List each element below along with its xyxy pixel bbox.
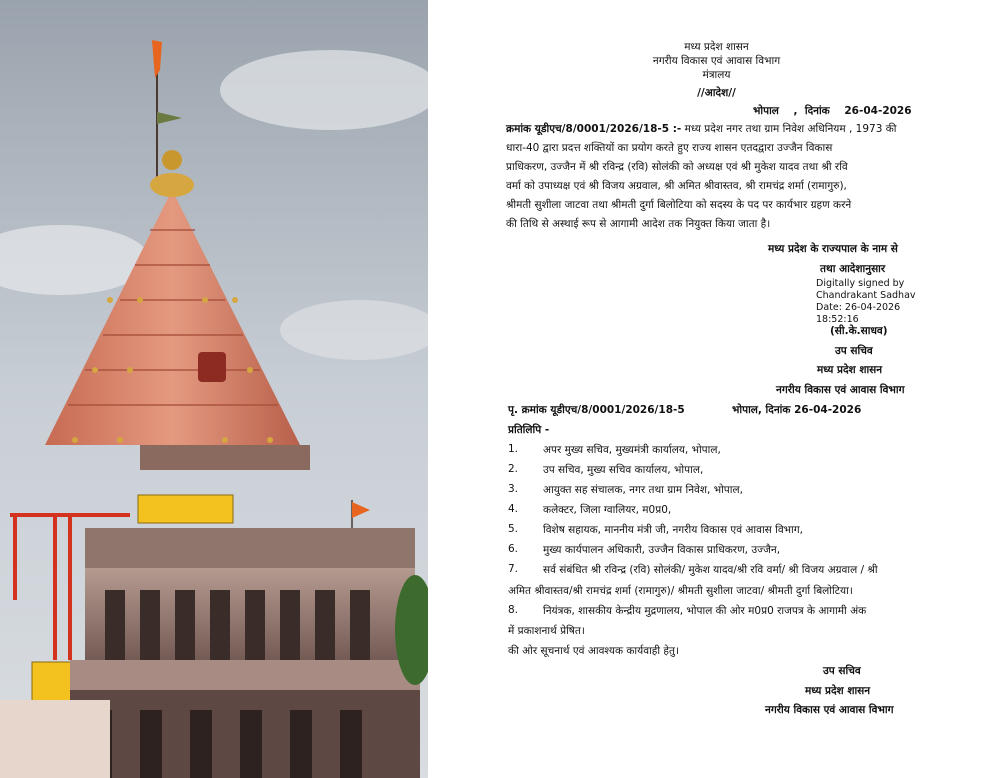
footer-designation: उप सचिव [823,665,861,677]
date-label: दिनांक [804,105,830,117]
copy-label: प्रतिलिपि - [508,424,550,436]
list-item-continuation: में प्रकाशनार्थ प्रेषित। [508,625,585,637]
endorsement-number: पृ. क्रमांक यूडीएच/8/0001/2026/18-5 [508,404,685,416]
footer-govt: मध्य प्रदेश शासन [805,685,871,697]
separator: , [793,105,798,117]
governor-line: मध्य प्रदेश के राज्यपाल के नाम से [768,243,898,255]
header-govt: मध्य प्रदेश शासन [684,41,749,53]
body-line: श्रीमती सुशीला जाटवा तथा श्रीमती दुर्गा बिलोटिया को सदस्य के पद पर कार्यभार ग्रहण करने [506,199,852,211]
list-item: सर्व संबंधित श्री रविन्द्र (रवि) सोलंकी/ मुकेश यादव/श्री रवि वर्मा/ श्री विजय अग्रवाल / श्री [543,564,878,576]
dept-name: नगरीय विकास एवं आवास विभाग [776,384,905,396]
body-line: प्राधिकरण, उज्जैन में श्री रविन्द्र (रवि) सोलंकी को अध्यक्ष एवं श्री मुकेश यादव तथा श्री रवि [506,161,848,173]
list-item-continuation: अमित श्रीवास्तव/श्री रामचंद्र शर्मा (रामागुरु)/ श्रीमती सुशीला जाटवा/ श्रीमती दुर्गा बिलोटिया। [508,585,853,597]
list-item-number: 5. [508,523,519,535]
endorsement-date: भोपाल, दिनांक 26-04-2026 [732,404,862,416]
list-item: नियंत्रक, शासकीय केन्द्रीय मुद्रणालय, भोपाल की ओर म0प्र0 राजपत्र के आगामी अंक [543,605,867,617]
signatory-name: (सी.के.साधव) [830,325,888,337]
closing-line: की ओर सूचनार्थ एवं आवश्यक कार्यवाही हेतु। [508,645,679,657]
body-line: मध्य प्रदेश नगर तथा ग्राम निवेश अधिनियम , 1973 की [684,123,897,135]
sig-line: Digitally signed by [816,278,905,289]
list-item-number: 7. [508,563,519,575]
header-department: नगरीय विकास एवं आवास विभाग [652,55,781,67]
list-item-number: 8. [508,604,519,616]
body-line: वर्मा को उपाध्यक्ष एवं श्री विजय अग्रवाल, श्री अमित श्रीवास्तव, श्री रामचंद्र शर्मा (रामागुरु), [506,180,847,192]
list-item-number: 2. [508,463,519,475]
list-item: आयुक्त सह संचालक, नगर तथा ग्राम निवेश, भोपाल, [543,484,743,496]
designation: उप सचिव [835,345,873,357]
order-number: क्रमांक यूडीएच/8/0001/2026/18-5 :- [506,123,682,135]
place: भोपाल [753,105,779,117]
date-value: 26-04-2026 [844,105,912,117]
footer-department: नगरीय विकास एवं आवास विभाग [765,704,894,716]
order-by: तथा आदेशानुसार [820,263,886,275]
order-heading: //आदेश// [697,87,736,99]
order-body [506,120,964,234]
list-item: कलेक्टर, जिला ग्वालियर, म0प्र0, [543,504,672,516]
sig-line: Chandrakant Sadhav [816,290,916,301]
body-line: धारा-40 द्वारा प्रदत्त शक्तियों का प्रयोग करते हुए राज्य शासन एतदद्वारा उज्जैन विकास [506,142,833,154]
sig-line: 18:52:16 [816,314,859,325]
government-order-document [428,0,1005,778]
temple-photo [0,0,428,778]
list-item: अपर मुख्य सचिव, मुख्यमंत्री कार्यालय, भोपाल, [543,444,721,456]
temple-illustration [0,0,428,778]
sig-line: Date: 26-04-2026 [816,302,901,313]
list-item-number: 4. [508,503,519,515]
body-line: की तिथि से अस्थाई रूप से आगामी आदेश तक नियुक्त किया जाता है। [506,218,771,230]
list-item-number: 3. [508,483,519,495]
list-item-number: 6. [508,543,519,555]
list-item: मुख्य कार्यपालन अधिकारी, उज्जैन विकास प्राधिकरण, उज्जैन, [543,544,781,556]
dept-govt: मध्य प्रदेश शासन [817,364,883,376]
list-item: उप सचिव, मुख्य सचिव कार्यालय, भोपाल, [543,464,704,476]
place-date [753,104,912,118]
list-item-number: 1. [508,443,519,455]
list-item: विशेष सहायक, माननीय मंत्री जी, नगरीय विकास एवं आवास विभाग, [543,524,804,536]
header-ministry: मंत्रालय [702,69,731,81]
digital-signature [816,278,916,326]
